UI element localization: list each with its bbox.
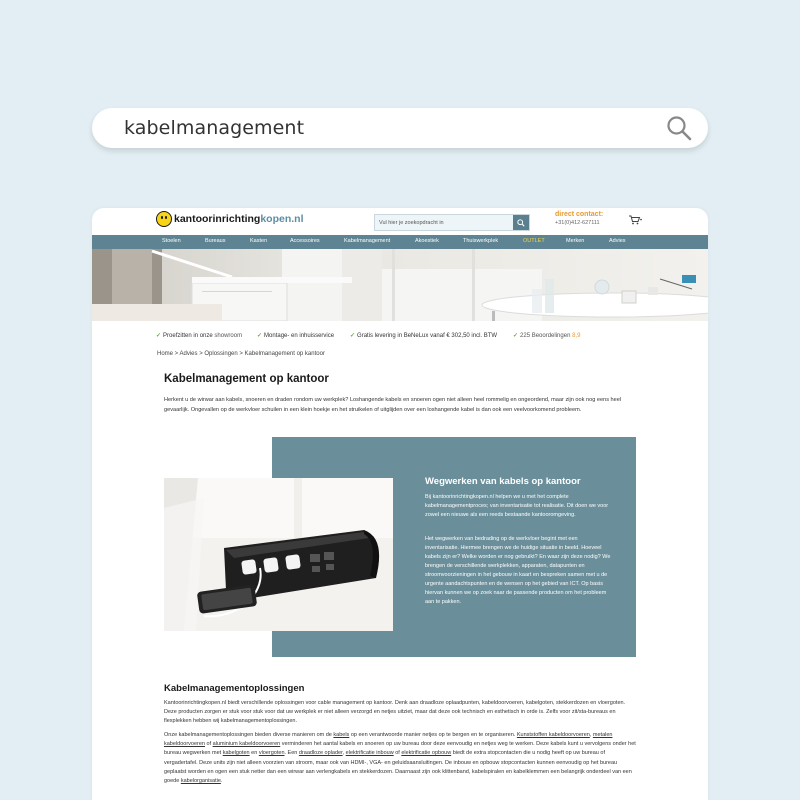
site-logo[interactable]: kantoorinrichtingkopen.nl	[156, 211, 304, 227]
link-aluminium-kabeldoorvoeren[interactable]: aluminium kabeldoorvoeren	[212, 741, 281, 748]
search-icon	[517, 219, 525, 227]
search-icon[interactable]	[666, 115, 692, 141]
nav-item-kabelmanagement[interactable]: Kabelmanagement	[344, 238, 391, 244]
main-nav	[92, 235, 708, 249]
site-search-input[interactable]: Vul hier je zoekopdracht in	[379, 220, 444, 226]
feature-paragraph: Bij kantoorinrichtingkopen.nl helpen we u met het complete kabelmanagementproces; van inventarisatie tot realisatie. Dit doen we voor zowel een nieuwe als een reeds bestaande kantooromgeving.	[425, 494, 609, 518]
site-header	[92, 208, 708, 234]
section-paragraph: Kantoorinrichtingkopen.nl biedt verschillende oplossingen voor cable management op kantoor. Denk aan draadloze oplaadpunten, kabeldoorvoeren, kabelgoten, stekkerdozen en vloergoten. Deze producten zorgen er stuk voor stuk voor dat uw werkplek er niet alleen verzorgd en netjes uitziet, maar dat deze ook technisch en esthetisch in orde is. Zelfs voor zit/sta-bureaus en flexplekken hebben wij kabelmanagementoplossingen.	[164, 700, 626, 725]
page-title: Kabelmanagement op kantoor	[164, 373, 329, 385]
website-preview	[92, 208, 708, 800]
rating-score: 8,9	[572, 333, 581, 339]
link-vloergoten[interactable]: vloergoten	[258, 750, 285, 757]
checkmark-icon: ✓	[156, 333, 162, 339]
link-draadloze-oplader[interactable]: draadloze oplader	[298, 750, 343, 757]
nav-item-accessoires[interactable]: Accessoires	[290, 238, 320, 244]
usp-item[interactable]	[513, 332, 580, 339]
link-elektrificatie-opbouw[interactable]: elektrificatie opbouw	[401, 750, 452, 757]
site-search-button[interactable]	[513, 215, 529, 230]
power-socket-photo	[164, 478, 393, 631]
checkmark-icon: ✓	[350, 333, 356, 339]
site-search[interactable]	[374, 214, 530, 231]
reviews-count[interactable]: 225 Beoordelingen	[520, 333, 571, 339]
nav-item-merken[interactable]: Merken	[566, 238, 585, 244]
nav-item-outlet[interactable]: OUTLET	[523, 238, 545, 244]
nav-item-akoestiek[interactable]: Akoestiek	[415, 238, 439, 244]
hero-banner-image	[92, 249, 708, 321]
link-kabelorganisatie[interactable]: kabelorganisatie	[180, 778, 221, 785]
checkmark-icon: ✓	[513, 333, 519, 339]
link-kabelgoten[interactable]: kabelgoten	[222, 750, 250, 757]
usp-item: ✓ Gratis levering in BeNeLux vanaf € 302,50 incl. BTW	[350, 333, 498, 339]
contact-phone[interactable]: +31(0)412-627111	[555, 220, 600, 226]
nav-item-stoelen[interactable]: Stoelen	[162, 238, 181, 244]
usp-item: ✓ Proefzitten in onze showroom	[156, 333, 243, 339]
nav-item-thuiswerkplek[interactable]: Thuiswerkplek	[463, 238, 499, 244]
section-paragraph: Onze kabelmanagementoplossingen bieden diverse manieren om de kabels op een verantwoorde manier netjes op te bergen en te organiseren. Kunststoffen kabeldoorvoeren, metalen kabeldoorvoeren of aluminium kabeldoorvoeren verminderen het aantal kabels en snoeren op uw bureau door deze eenvoudig en netjes weg te werken. Deze kabels kunt u vervolgens onder het bureau wegwerken met kabelgoten en vloergoten. Een draadloze oplader, elektrificatie inbouw of elektrificatie opbouw biedt de extra stopcontacten die u nodig heeft op uw bureau of vergadertafel. Deze units zijn niet alleen voorzien van stroom, maar ook van HDMI-, VGA- en geluidsaansluitingen. De inbouw en opbouw stopcontacten kunnen eenvoudig op het bureau geplaatst worden en ogen een stuk netter dan een wirwar aan verlengkabels en stekkerdozen. Daarnaast zijn ook klittenband, kabelspiralen en kabelklemmen een belangrijk onderdeel van een goede kabelorganisatie.	[164, 732, 636, 785]
cart-icon[interactable]	[628, 215, 642, 227]
feature-paragraph: Het wegwerken van bedrading op de werkvloer begint met een inventarisatie. Hiermee brengen we de huidige situatie in beeld. Hoeveel kabels zijn er? Welke worden er nog gebruikt? En waar zijn deze nodig? We brengen de verschillende werkplekken, apparaten, datapunten en stroomvoorzieningen in het gebouw in kaart en bespreken samen met u de urgente aandachtspunten en de wensen op het gebied van ICT. Op basis hiervan kunnen we op zoek naar de passende producten om het probleem aan te pakken.	[425, 536, 611, 605]
showroom-link[interactable]: showroom	[214, 333, 243, 339]
nav-item-advies[interactable]: Advies	[609, 238, 626, 244]
smiley-icon	[156, 211, 172, 227]
usp-item: ✓ Montage- en inhuisservice	[257, 333, 335, 339]
section-title: Kabelmanagementoplossingen	[164, 683, 305, 694]
link-elektrificatie-inbouw[interactable]: elektrificatie inbouw	[345, 750, 394, 757]
feature-title: Wegwerken van kabels op kantoor	[425, 476, 581, 487]
nav-item-kasten[interactable]: Kasten	[250, 238, 268, 244]
intro-text: Herkent u de wirwar aan kabels, snoeren en draden rondom uw werkplek? Loshangende kabels en snoeren ogen niet alleen heel rommelig en ongeordend, maar zijn ook nog eens heel gevaarlijk. Ongevallen op de werkvloer schuilen in een klein hoekje en het struikelen of uitglijden over een loshangende kabel is dan ook een veelvoorkomend probleem.	[164, 397, 622, 413]
checkmark-icon: ✓	[257, 333, 263, 339]
contact-info: direct contact: +31(0)412-627111	[555, 211, 604, 226]
breadcrumb[interactable]: Home > Advies > Oplossingen > Kabelmanagement op kantoor	[157, 351, 325, 357]
link-kabels[interactable]: kabels	[333, 732, 350, 738]
nav-item-bureaus[interactable]: Bureaus	[205, 238, 226, 244]
link-kunststoffen-kabeldoorvoeren[interactable]: Kunststoffen kabeldoorvoeren	[516, 732, 590, 738]
search-bar[interactable]	[92, 108, 708, 148]
search-input[interactable]: kabelmanagement	[124, 117, 305, 139]
link-metalen-kabeldoorvoeren[interactable]: metalen kabeldoorvoeren	[164, 732, 613, 748]
